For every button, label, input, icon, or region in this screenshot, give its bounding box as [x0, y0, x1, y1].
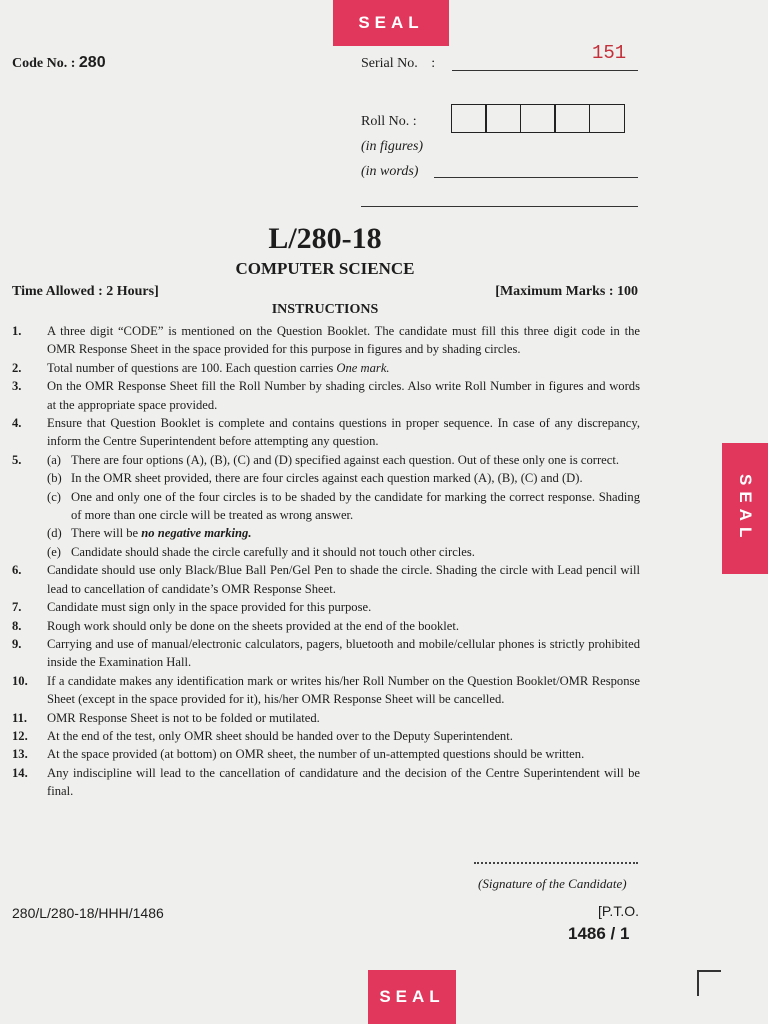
in-words-label: (in words) [361, 164, 419, 179]
time-allowed: Time Allowed : 2 Hours] [12, 284, 159, 299]
item-text: At the end of the test, only OMR sheet should be handed over to the Deputy Superintendent. [47, 728, 513, 743]
corner-crop-mark [697, 970, 721, 996]
roll-box[interactable] [485, 104, 521, 133]
instruction-item [12, 635, 640, 672]
instruction-item [12, 709, 640, 727]
instruction-item [12, 764, 640, 801]
item-text-emphasis: One mark. [336, 360, 390, 375]
item-number: 12. [12, 728, 28, 743]
subject-title: COMPUTER SCIENCE [235, 259, 415, 278]
page-number: 1486 / 1 [568, 924, 630, 943]
item-text: If a candidate makes any identification mark or writes his/her Roll Number on the Question Booklet/OMR Response Sheet (except in the space provided for it), his/her OMR Response Sheet will be cancelled. [47, 673, 640, 707]
item-number: 2. [12, 360, 22, 375]
roll-box[interactable] [589, 104, 625, 133]
roll-box[interactable] [554, 104, 590, 133]
item-text: Ensure that Question Booklet is complete and contains questions in proper sequence. In case of any discrepancy, inform the Centre Superintendent before attempting any question. [47, 416, 640, 449]
subitem-text: One and only one of the four circles is to be shaded by the candidate for marking the correct response. Shading of more than one circle will be treated as wrong answer. [71, 489, 640, 523]
item-number: 1. [12, 324, 22, 338]
instruction-item [12, 561, 640, 598]
instruction-item [12, 359, 640, 377]
instruction-subitem [12, 488, 640, 525]
instruction-subitem [12, 469, 640, 487]
subitem-text: Candidate should shade the circle carefully and it should not touch other circles. [71, 544, 475, 559]
roll-box[interactable] [451, 104, 487, 133]
subitem-letter: (d) [47, 526, 62, 541]
item-number: 6. [12, 563, 22, 578]
code-label: Code No. : [12, 56, 76, 71]
seal-top: SEAL [333, 0, 449, 46]
pto-label: [P.T.O. [598, 903, 639, 919]
item-text: Carrying and use of manual/electronic calculators, pagers, bluetooth and mobile/cellular phones is strictly prohibited inside the Examination Hall. [47, 636, 640, 670]
subitem-text [71, 524, 640, 542]
item-number: 10. [12, 673, 28, 688]
item-text: On the OMR Response Sheet fill the Roll Number by shading circles. Also write Roll Number in figures and words at the appropriate space provided. [47, 379, 640, 412]
item-text [47, 359, 640, 377]
instruction-subitem [12, 451, 640, 469]
words-line [434, 177, 638, 178]
item-number: 9. [12, 636, 22, 651]
serial-label [361, 56, 435, 72]
item-text: A three digit “CODE” is mentioned on the Question Booklet. The candidate must fill this three digit code in the OMR Response Sheet in the space provided for this purpose in figures and by shading circles. [47, 324, 640, 357]
instruction-subitem [12, 524, 640, 542]
instructions-heading: INSTRUCTIONS [271, 302, 379, 317]
booklet-code: 280/L/280-18/HHH/1486 [12, 905, 164, 921]
item-text: OMR Response Sheet is not to be folded or mutilated. [47, 710, 320, 725]
item-number: 4. [12, 416, 22, 431]
instruction-item [12, 377, 640, 414]
serial-value: 151 [592, 42, 627, 64]
item-number: 7. [12, 600, 22, 615]
item-text: At the space provided (at bottom) on OMR sheet, the number of un-attempted questions should be written. [47, 747, 585, 762]
item-text: Candidate must sign only in the space provided for this purpose. [47, 600, 372, 615]
instruction-item [12, 672, 640, 709]
serial-line [452, 70, 638, 71]
instruction-item [12, 617, 640, 635]
instruction-subitem [12, 543, 640, 561]
seal-right: SEAL [722, 443, 768, 574]
instruction-item [12, 322, 640, 359]
seal-bottom: SEAL [368, 970, 456, 1024]
signature-label: (Signature of the Candidate) [478, 876, 627, 891]
code-value: 280 [78, 54, 106, 71]
subitem-letter: (b) [47, 471, 62, 486]
instruction-item [12, 727, 640, 745]
instructions-list [12, 322, 640, 801]
subitem-letter: (c) [47, 489, 61, 504]
code-number [12, 54, 106, 72]
item-number: 3. [12, 379, 22, 394]
roll-number-boxes[interactable] [452, 104, 625, 133]
in-figures-label: (in figures) [361, 139, 424, 154]
item-text: Any indiscipline will lead to the cancellation of candidature and the decision of the Centre Superintendent will be final. [47, 765, 640, 799]
subitem-letter: (e) [47, 544, 61, 559]
serial-colon: : [431, 56, 436, 71]
item-text: Rough work should only be done on the sheets provided at the end of the booklet. [47, 618, 460, 633]
item-number: 8. [12, 618, 22, 633]
roll-box[interactable] [520, 104, 556, 133]
item-number: 13. [12, 747, 28, 762]
roll-label: Roll No. : [361, 114, 417, 129]
paper-code: L/280-18 [268, 222, 382, 255]
item-number: 11. [12, 710, 28, 725]
instruction-item [12, 598, 640, 616]
subitem-text: In the OMR sheet provided, there are four circles against each question marked (A), (B), (C) and (D). [71, 471, 583, 486]
words-line-2 [361, 206, 638, 207]
subitem-text: There are four options (A), (B), (C) and (D) specified against each question. Out of these only one is correct. [71, 452, 619, 467]
instruction-item [12, 414, 640, 451]
item-text: Candidate should use only Black/Blue Ball Pen/Gel Pen to shade the circle. Shading the circle with Lead pencil will lead to cancellation of candidate’s OMR Response Sheet. [47, 563, 640, 596]
subitem-letter: (a) [47, 452, 61, 467]
instruction-item [12, 745, 640, 763]
signature-line[interactable] [474, 862, 638, 864]
item-number: 5. [12, 452, 22, 467]
item-text-part: Total number of questions are 100. Each question carries [47, 360, 334, 375]
maximum-marks: [Maximum Marks : 100 [495, 284, 638, 299]
serial-label-text: Serial No. [361, 56, 418, 71]
subitem-text-part: There will be [71, 526, 139, 541]
item-number: 14. [12, 765, 28, 780]
subitem-text-emphasis: no negative marking. [141, 526, 252, 541]
